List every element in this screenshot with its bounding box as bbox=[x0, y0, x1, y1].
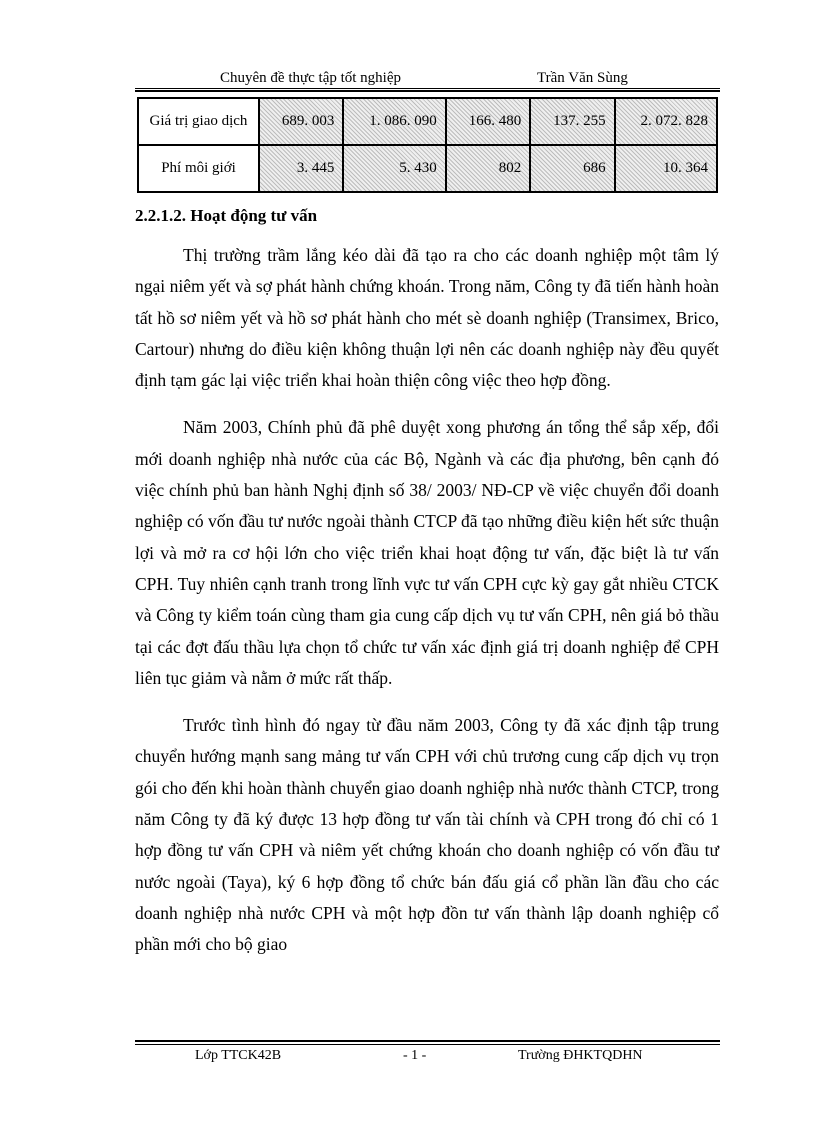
table-cell: 137. 255 bbox=[530, 98, 614, 145]
table-cell: 1. 086. 090 bbox=[343, 98, 445, 145]
body-text bbox=[135, 240, 719, 977]
footer-rule-thick bbox=[135, 1040, 720, 1042]
table-cell: 10. 364 bbox=[615, 145, 717, 192]
footer-class: Lớp TTCK42B bbox=[195, 1048, 282, 1063]
paragraph: Trước tình hình đó ngay từ đầu năm 2003, Công ty đã xác định tập trung chuyển hướng mạnh sang mảng tư vấn CPH với chủ trương cung cấp dịch vụ trọn gói cho đến khi hoàn thành chuyển giao doanh nghiệp nhà nước thành CTCP, trong năm Công ty đã ký được 13 hợp đồng tư vấn tài chính và CPH trong đó chỉ có 1 hợp đồng tư vấn CPH và niêm yết chứng khoán cho doanh nghiệp có vốn đầu tư nước ngoài (Taya), ký 6 hợp đồng tổ chức bán đấu giá cổ phần lần đầu cho các doanh nghiệp nhà nước CPH và một hợp đồn tư vấn thành lập doanh nghiệp cổ phần mới cho bộ giao bbox=[135, 715, 719, 955]
table-cell: 686 bbox=[530, 145, 614, 192]
header-rule-thick bbox=[135, 90, 720, 92]
page-footer bbox=[135, 1040, 720, 1070]
table-cell: 5. 430 bbox=[343, 145, 445, 192]
table-row bbox=[138, 145, 717, 192]
table-cell: 689. 003 bbox=[259, 98, 343, 145]
header-rule-thin bbox=[135, 88, 720, 89]
brokerage-table bbox=[137, 97, 718, 193]
table-cell: 802 bbox=[446, 145, 530, 192]
footer-rule-thin bbox=[135, 1044, 720, 1045]
section-heading: 2.2.1.2. Hoạt động tư vấn bbox=[135, 206, 318, 225]
table-cell: 3. 445 bbox=[259, 145, 343, 192]
footer-university: Trường ĐHKTQDHN bbox=[518, 1048, 643, 1063]
paragraph: Thị trường trầm lắng kéo dài đã tạo ra cho các doanh nghiệp một tâm lý ngại niêm yết và sợ phát hành chứng khoán. Trong năm, Công ty đã tiến hành hoàn tất hồ sơ niêm yết và hồ sơ phát hành cho mét sè doanh nghiệp (Transimex, Brico, Cartour) nhưng do điều kiện không thuận lợi nên các doanh nghiệp này đều quyết định tạm gác lại việc triển khai hoàn thiện công việc theo hợp đồng. bbox=[135, 245, 719, 391]
table-row bbox=[138, 98, 717, 145]
header-author: Trần Văn Sùng bbox=[537, 70, 628, 86]
row-label: Giá trị giao dịch bbox=[138, 98, 259, 145]
page-number: - 1 - bbox=[403, 1048, 427, 1063]
paragraph: Năm 2003, Chính phủ đã phê duyệt xong phương án tổng thể sắp xếp, đổi mới doanh nghiệp nhà nước của các Bộ, Ngành và các địa phương, bên cạnh đó việc chính phủ ban hành Nghị định số 38/ 2003/ NĐ-CP về việc chuyển đổi doanh nghiệp có vốn đầu tư nước ngoài thành CTCP đã tạo những điều kiện hết sức thuận lợi và mở ra cơ hội lớn cho việc triển khai hoạt động tư vấn, đặc biệt là tư vấn CPH. Tuy nhiên cạnh tranh trong lĩnh vực tư vấn CPH cực kỳ gay gắt nhiều CTCK và Công ty kiểm toán cùng tham gia cung cấp dịch vụ tư vấn CPH, nên giá bỏ thầu tại các đợt đấu thầu lựa chọn tổ chức tư vấn xác định giá trị doanh nghiệp để CPH liên tục giảm và nằm ở mức rất thấp. bbox=[135, 417, 719, 688]
table-cell: 166. 480 bbox=[446, 98, 530, 145]
table-cell: 2. 072. 828 bbox=[615, 98, 717, 145]
header-document-title: Chuyên đề thực tập tốt nghiệp bbox=[220, 70, 402, 86]
page-header bbox=[135, 66, 720, 92]
row-label: Phí môi giới bbox=[138, 145, 259, 192]
